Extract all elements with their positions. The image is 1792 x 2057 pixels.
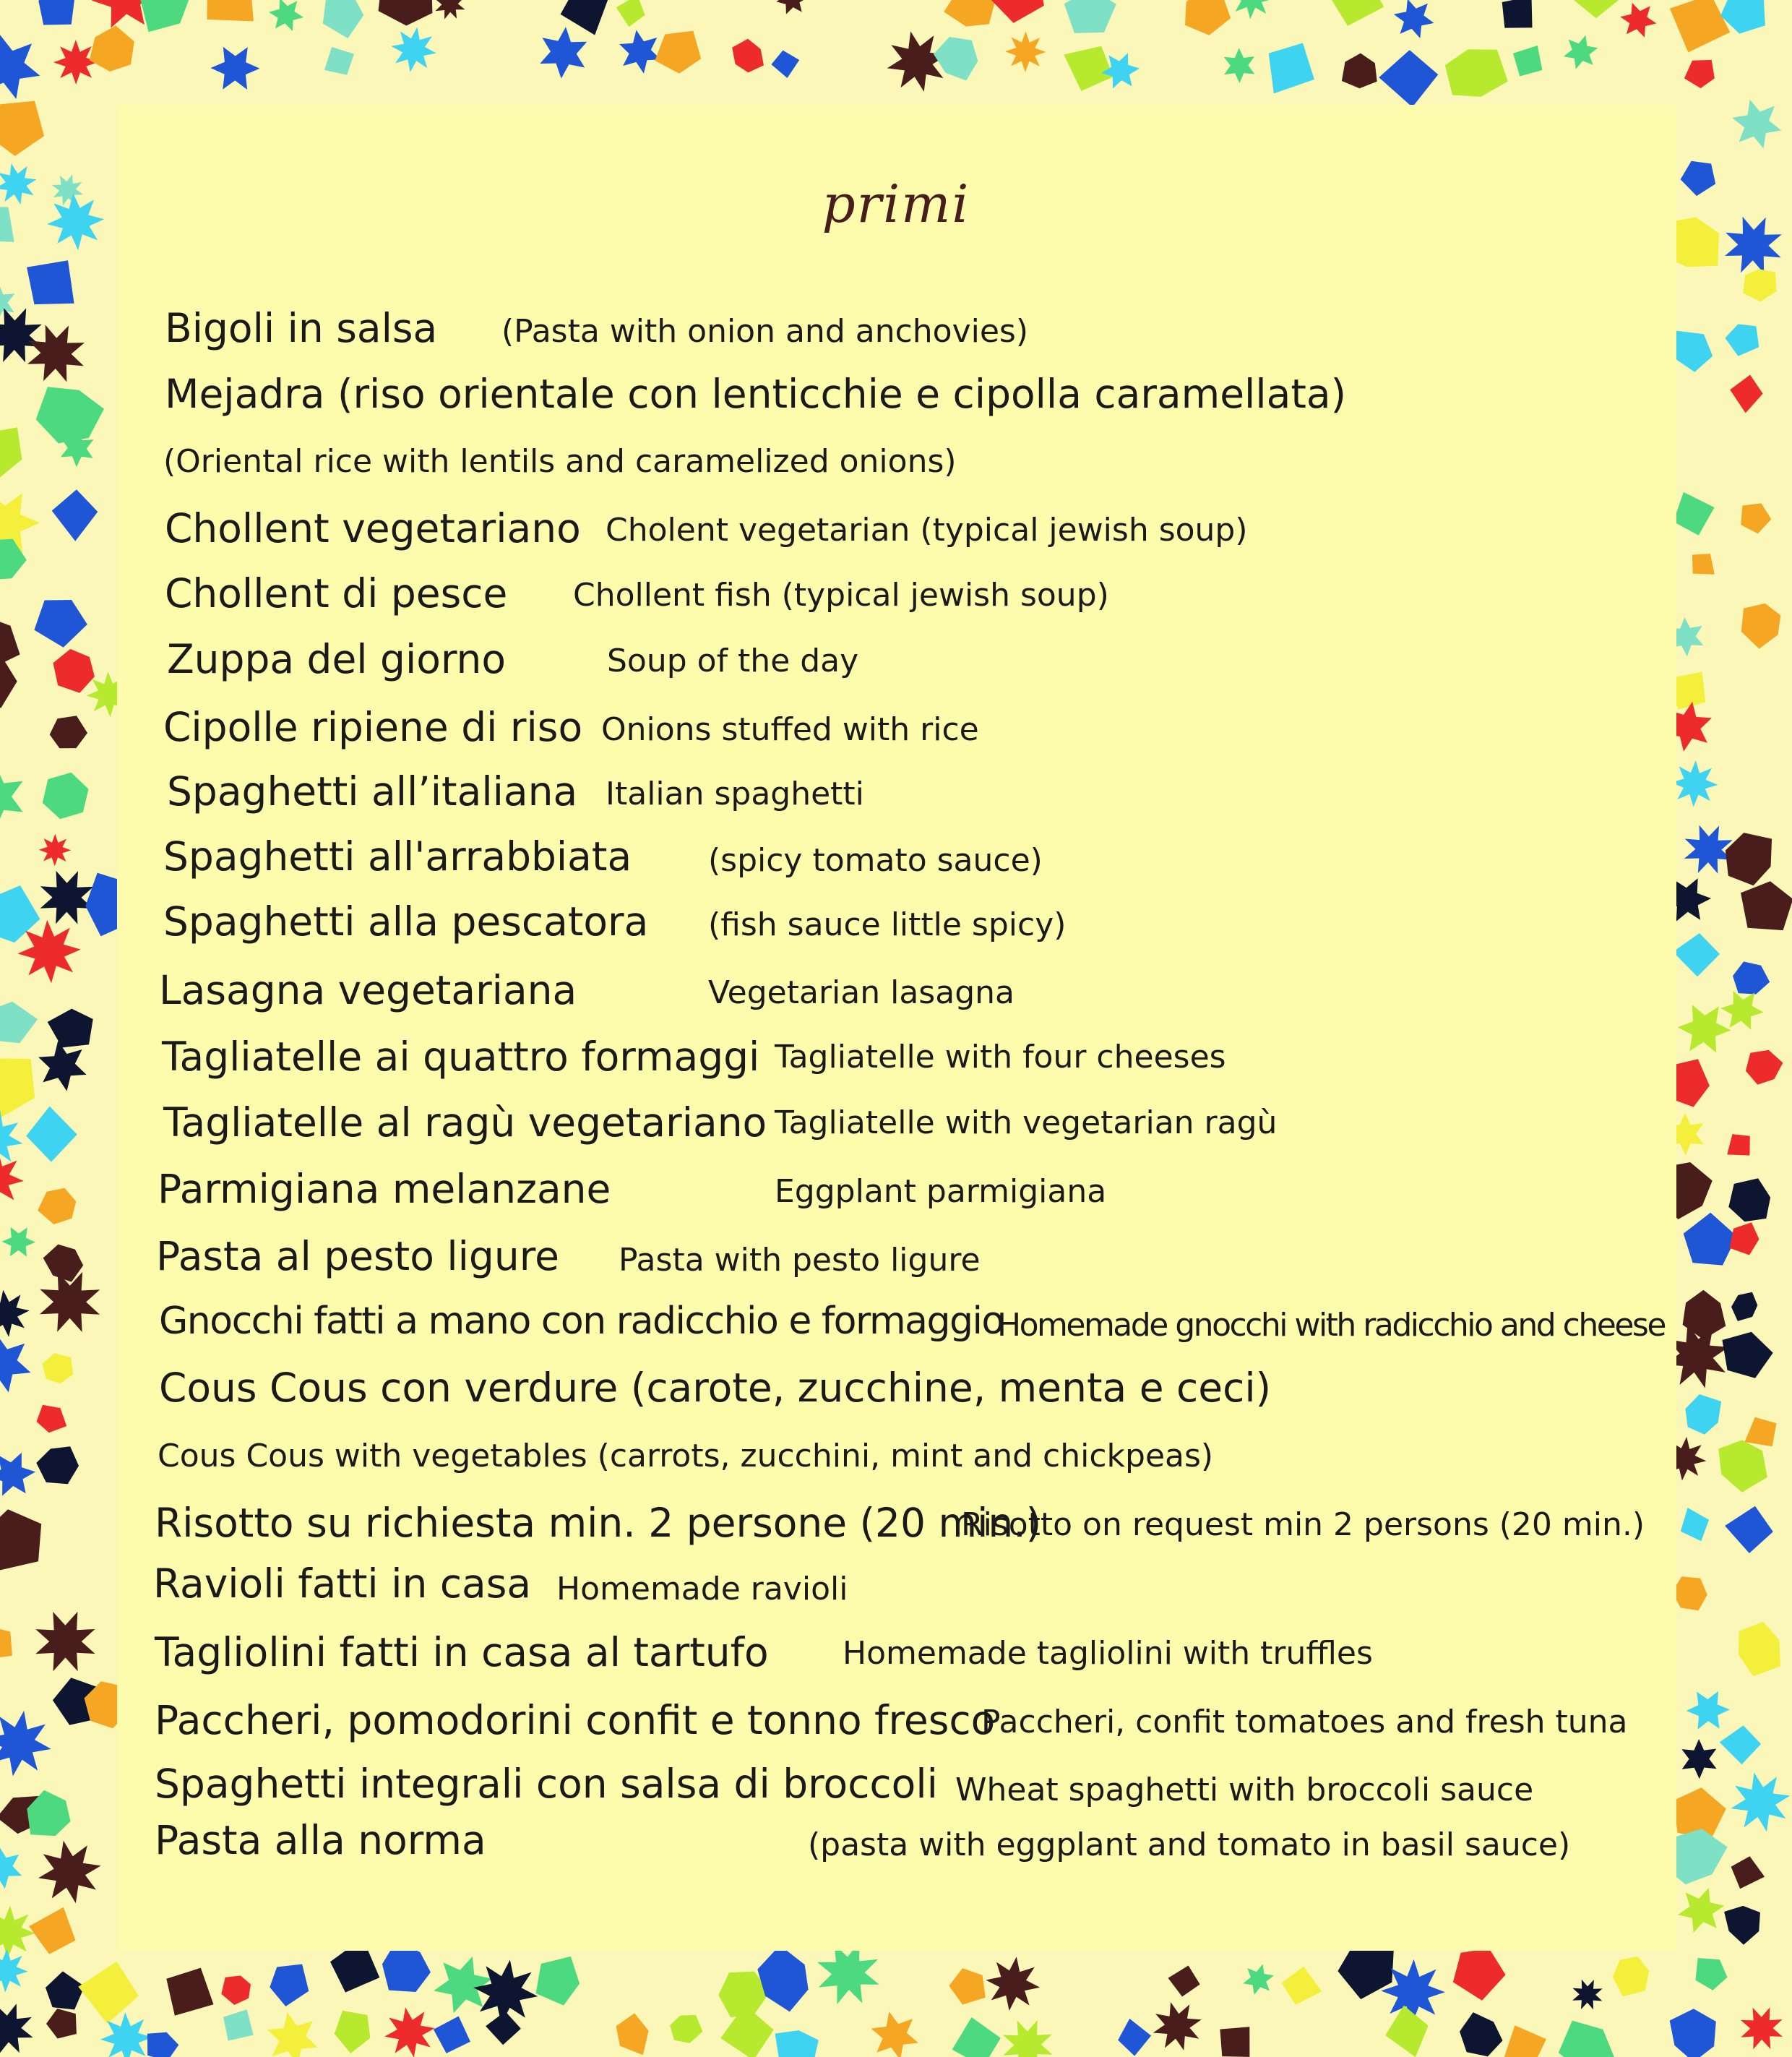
dish-translation: (spicy tomato sauce) <box>708 842 1043 879</box>
dish-name: Spaghetti integrali con salsa di broccoli <box>155 1761 938 1807</box>
dish-translation: Tagliatelle with vegetarian ragù <box>775 1104 1278 1141</box>
dish-name: Pasta al pesto ligure <box>156 1233 559 1279</box>
mosaic-tile <box>38 0 74 25</box>
dish-name: Spaghetti all'arrabbiata <box>163 833 632 880</box>
dish-translation: Onions stuffed with rice <box>601 711 979 748</box>
dish-name: Lasagna vegetariana <box>159 967 577 1013</box>
dish-name: Zuppa del giorno <box>167 636 507 682</box>
dish-name: Tagliatelle ai quattro formaggi <box>162 1034 760 1080</box>
dish-translation: (Pasta with onion and anchovies) <box>501 313 1029 350</box>
dish-translation: Homemade tagliolini with truffles <box>843 1635 1373 1672</box>
dish-name: Pasta alla norma <box>155 1817 486 1863</box>
dish-translation: Homemade ravioli <box>556 1571 848 1607</box>
dish-name: Tagliolini fatti in casa al tartufo <box>155 1629 769 1675</box>
dish-translation: Risotto on request min 2 persons (20 min.) <box>961 1506 1645 1543</box>
dish-name: Bigoli in salsa <box>165 305 438 351</box>
section-title: primi <box>822 173 970 234</box>
dish-name: Risotto su richiesta min. 2 persone (20 min.) <box>155 1500 1042 1546</box>
dish-translation: (Oriental rice with lentils and caramelized onions) <box>163 443 957 480</box>
dish-translation: Cous Cous with vegetables (carrots, zucchini, mint and chickpeas) <box>158 1438 1214 1474</box>
dish-name: Cipolle ripiene di riso <box>163 704 583 750</box>
dish-translation: (pasta with eggplant and tomato in basil sauce) <box>808 1826 1571 1863</box>
mosaic-tile <box>27 260 74 304</box>
dish-name: Chollent di pesce <box>165 570 508 617</box>
mosaic-tile <box>1220 2027 1249 2057</box>
dish-translation: Cholent vegetarian (typical jewish soup) <box>606 512 1248 549</box>
dish-name: Gnocchi fatti a mano con radicchio e formaggio <box>159 1300 1004 1343</box>
dish-translation: Tagliatelle with four cheeses <box>775 1039 1226 1075</box>
dish-name: Chollent vegetariano <box>165 505 581 551</box>
dish-translation: Soup of the day <box>607 643 859 679</box>
dish-translation: Italian spaghetti <box>606 776 864 812</box>
dish-translation: Pasta with pesto ligure <box>619 1242 981 1279</box>
dish-translation: Chollent fish (typical jewish soup) <box>573 577 1109 614</box>
mosaic-tile <box>207 0 254 21</box>
dish-name: Paccheri, pomodorini confit e tonno fresco <box>155 1697 996 1743</box>
dish-translation: Vegetarian lasagna <box>708 974 1015 1011</box>
dish-name: Mejadra (riso orientale con lenticchie e cipolla caramellata) <box>165 371 1347 417</box>
dish-name: Spaghetti all’italiana <box>167 768 578 815</box>
dish-translation: Paccheri, confit tomatoes and fresh tuna <box>981 1704 1628 1740</box>
dish-name: Ravioli fatti in casa <box>153 1560 532 1607</box>
mosaic-tile <box>1502 0 1533 28</box>
dish-name: Parmigiana melanzane <box>158 1166 611 1212</box>
dish-translation: (fish sauce little spicy) <box>708 906 1067 943</box>
dish-translation: Homemade gnocchi with radicchio and cheese <box>997 1307 1665 1344</box>
dish-name: Tagliatelle al ragù vegetariano <box>163 1099 767 1146</box>
dish-name: Spaghetti alla pescatora <box>163 898 649 945</box>
dish-translation: Eggplant parmigiana <box>775 1173 1107 1210</box>
dish-translation: Wheat spaghetti with broccoli sauce <box>955 1772 1534 1808</box>
dish-name: Cous Cous con verdure (carote, zucchine, menta e ceci) <box>159 1365 1272 1411</box>
